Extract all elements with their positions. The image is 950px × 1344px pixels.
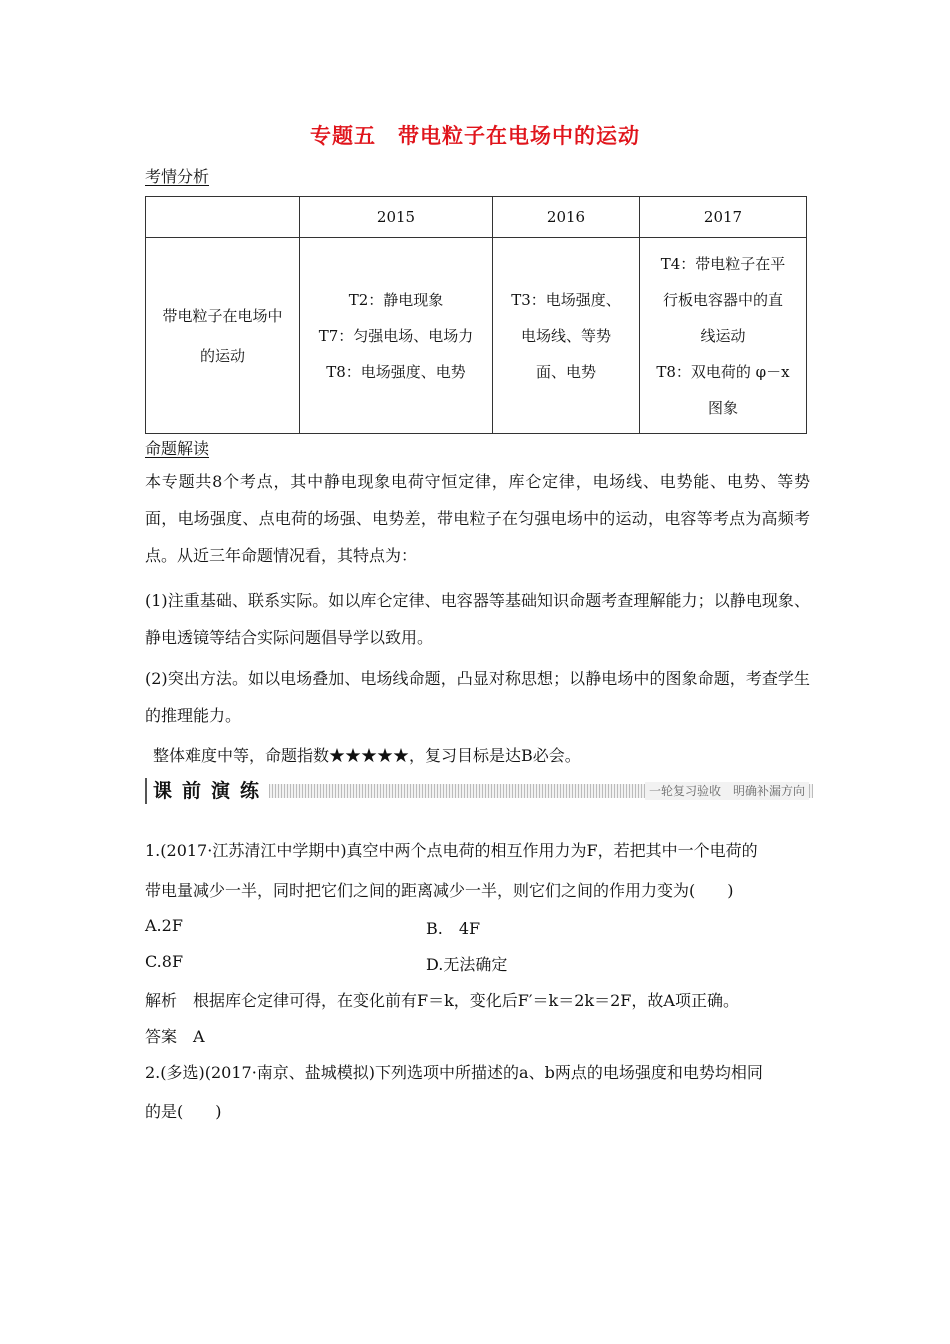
q1-analysis: 解析 根据库仑定律可得，在变化前有F＝k，变化后F′＝k＝2k＝2F，故A项正确。	[145, 991, 739, 1010]
q2-stem-line: 2.(多选)(2017·南京、盐城模拟)下列选项中所描述的a、b两点的电场强度和电势均相同	[145, 1063, 763, 1082]
cell-line: T3：电场强度、	[511, 290, 621, 309]
q2-stem-line: 的是( )	[145, 1102, 222, 1121]
cell-line: T2：静电现象	[348, 290, 444, 309]
point-1-paragraph: (1)注重基础、联系实际。如以库仑定律、电容器等基础知识命题考查理解能力；以静电现象、静电透镜等结合实际问题倡导学以致用。	[145, 591, 810, 647]
q1-stem-line: 1.(2017·江苏清江中学期中)真空中两个点电荷的相互作用力为F，若把其中一个电荷的	[145, 841, 758, 860]
section-banner	[145, 778, 813, 804]
page-title: 专题五 带电粒子在电场中的运动	[310, 124, 640, 148]
cell-line: 行板电容器中的直	[662, 290, 783, 309]
table-cell-2017	[640, 238, 807, 434]
point-2-paragraph: (2)突出方法。如以电场叠加、电场线命题，凸显对称思想；以静电场中的图象命题，考查学生的推理能力。	[145, 669, 810, 725]
table-cell-2015	[300, 238, 493, 434]
table-header-empty	[146, 197, 300, 238]
banner-subtitle: 一轮复习验收 明确补漏方向	[645, 782, 809, 800]
cell-line: 面、电势	[535, 362, 596, 381]
cell-line: T7：匀强电场、电场力	[318, 326, 474, 345]
cell-line: T8：双电荷的 φ－x	[656, 362, 790, 381]
cell-line: 电场线、等势	[520, 326, 611, 345]
cell-line: T4：带电粒子在平	[660, 254, 786, 273]
table-header-2016: 2016	[493, 197, 640, 238]
q1-option-d: D.无法确定	[426, 955, 508, 974]
table-cell-2016	[493, 238, 640, 434]
intro-paragraph: 本专题共8个考点，其中静电现象电荷守恒定律，库仑定律，电场线、电势能、电势、等势面，电场强度、点电荷的场强、电势差，带电粒子在匀强电场中的运动，电容等考点为高频考点。从近三年命题情况看，其特点为：	[145, 472, 810, 565]
summary-paragraph: 整体难度中等，命题指数★★★★★，复习目标是达B必会。	[153, 746, 581, 765]
q1-option-c: C.8F	[145, 952, 184, 971]
cell-line: 图象	[707, 398, 738, 417]
exam-analysis-table	[145, 196, 807, 434]
table-header-2017: 2017	[640, 197, 807, 238]
cell-line: 线运动	[700, 326, 746, 345]
q1-option-b: B. 4F	[426, 919, 481, 938]
banner-title: 课前演练	[145, 778, 269, 804]
cell-line: T8：电场强度、电势	[326, 362, 466, 381]
q1-answer: 答案 A	[145, 1027, 205, 1046]
row-label-line: 带电粒子在电场中	[162, 306, 283, 325]
section-exam-analysis: 考情分析	[145, 167, 210, 186]
q1-option-a: A.2F	[145, 916, 183, 935]
q1-stem-line: 带电量减少一半，同时把它们之间的距离减少一半，则它们之间的作用力变为( )	[145, 881, 734, 900]
table-row-label	[146, 238, 300, 434]
section-interpretation: 命题解读	[145, 439, 210, 458]
row-label-line: 的运动	[199, 346, 245, 365]
table-header-2015: 2015	[300, 197, 493, 238]
